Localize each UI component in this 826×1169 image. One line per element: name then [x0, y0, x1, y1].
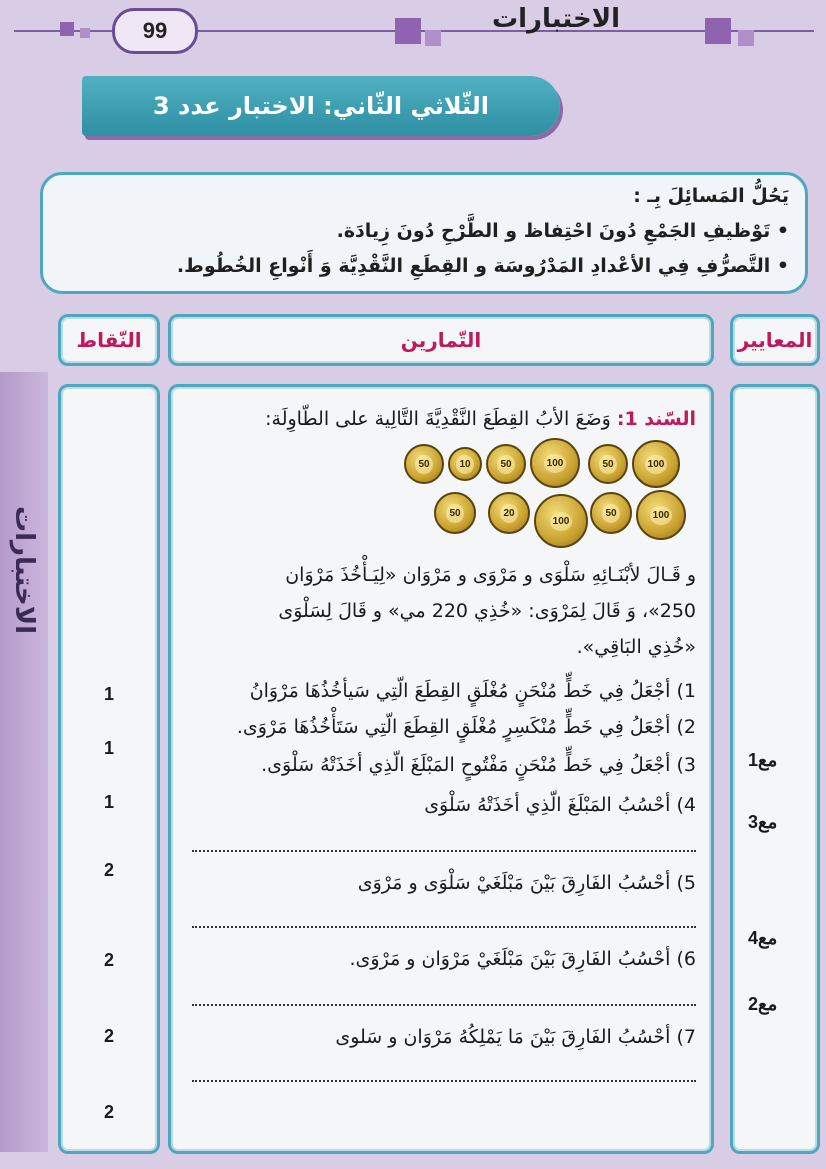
answer-line [192, 1080, 696, 1082]
page-number: 99 [112, 8, 198, 54]
points-value: 2 [104, 1026, 115, 1046]
decor-square [738, 30, 754, 46]
criterion-label: مع3 [748, 812, 778, 832]
objectives-intro: يَحُلُّ المَسائِلَ بِـ : [633, 185, 789, 207]
coin-value: 100 [544, 454, 567, 473]
exercises-column-header: التّمارين [168, 314, 714, 366]
test-title-banner: الثّلاثي الثّاني: الاختبار عدد 3 [82, 76, 560, 136]
points-value: 1 [104, 684, 115, 704]
question-1: 1) أجْعَلُ فِي خَطٍّ مُنْحَنٍ مُغْلَقٍ القِطَعَ الّتِي سَيأخُذُهَا مَرْوَانُ [249, 680, 696, 702]
question-2: 2) أجْعَلُ فِي خَطٍّ مُنْكَسِرٍ مُغْلَقٍ القِطَعَ الّتِي سَتَأْخُذُهَا مَرْوَى. [236, 716, 696, 738]
criterion-label: مع1 [748, 750, 778, 770]
story-line: «خُذِي البَاقِي». [576, 636, 696, 658]
answer-line [192, 926, 696, 928]
objective-line: • التَّصرُّفِ فِي الأعْدادِ المَدْرُوسَة و القِطَعِ النَّقْدِيَّة وَ أَنْواعِ الخُطُوط. [176, 255, 789, 277]
points-value: 1 [104, 738, 115, 758]
coin-value: 50 [497, 455, 514, 474]
coin-value: 20 [500, 504, 517, 523]
points-column-header: النّقاط [58, 314, 160, 366]
question-6: 6) أحْسُبُ الفَارِقَ بَيْنَ مَبْلَغَيْ مَرْوَان و مَرْوَى. [349, 948, 696, 970]
answer-line [192, 1004, 696, 1006]
coin [530, 438, 580, 488]
coin [448, 447, 482, 481]
objective-line: • تَوْظيفِ الجَمْعِ دُونَ احْتِفاظ و الطَّرْحِ دُونَ زِيادَة. [336, 220, 789, 242]
coin [488, 492, 530, 534]
coin [588, 444, 628, 484]
sanad-label: السّند 1: [616, 408, 696, 430]
coin [590, 492, 632, 534]
coin [404, 444, 444, 484]
question-4: 4) أحْسُبُ المَبْلَغَ الّذِي أخَذَتْهُ سَلْوَى [424, 794, 696, 816]
coin [534, 494, 588, 548]
criterion-label: مع2 [748, 994, 778, 1014]
points-value: 2 [104, 950, 115, 970]
sanad-line [265, 408, 696, 430]
objectives-box [40, 172, 808, 294]
criterion-label: مع4 [748, 928, 778, 948]
side-tab-label: الاختبارات [9, 505, 39, 634]
coin-value: 10 [456, 455, 473, 474]
coin-value: 50 [599, 455, 616, 474]
story-line: و قَـالَ لأبْنَـائِهِ سَلْوَى و مَرْوَى و مَرْوَان «لِيَـأْخُذَ مَرْوَان [285, 564, 696, 586]
coin-value: 100 [650, 506, 673, 525]
section-title: الاختبارات [491, 4, 620, 34]
story-line: 250»، وَ قَالَ لِمَرْوَى: «خُذِي 220 مي» و قَالَ لِسَلْوَى [278, 600, 696, 622]
points-value: 2 [104, 1102, 115, 1122]
question-5: 5) أحْسُبُ الفَارِقَ بَيْنَ مَبْلَغَيْ سَلْوَى و مَرْوَى [357, 872, 696, 894]
question-7: 7) أحْسُبُ الفَارِقَ بَيْنَ مَا يَمْلِكُهُ مَرْوَان و سَلوى [335, 1026, 696, 1048]
decor-square [425, 30, 441, 46]
criteria-column-header: المعايير [730, 314, 820, 366]
decor-square [395, 18, 421, 44]
coin-value: 50 [415, 455, 432, 474]
coin-value: 50 [602, 504, 619, 523]
coin [486, 444, 526, 484]
decor-square [80, 28, 90, 38]
coin [434, 492, 476, 534]
answer-line [192, 850, 696, 852]
coin-value: 100 [645, 455, 668, 474]
coin [636, 490, 686, 540]
points-value: 1 [104, 792, 115, 812]
coin [632, 440, 680, 488]
question-3: 3) أجْعَلُ فِي خَطٍّ مُنْحَنٍ مَفْتُوحٍ المَبْلَغَ الّذِي أخَذَتْهُ سَلْوَى. [261, 754, 696, 776]
sanad-text: وَضَعَ الأبُ القِطَعَ النَّقْدِيَّةَ التَّالِية على الطّاوِلَة: [265, 408, 611, 430]
coin-value: 50 [446, 504, 463, 523]
decor-square [705, 18, 731, 44]
coin-value: 100 [550, 512, 573, 531]
decor-square [60, 22, 74, 36]
points-value: 2 [104, 860, 115, 880]
